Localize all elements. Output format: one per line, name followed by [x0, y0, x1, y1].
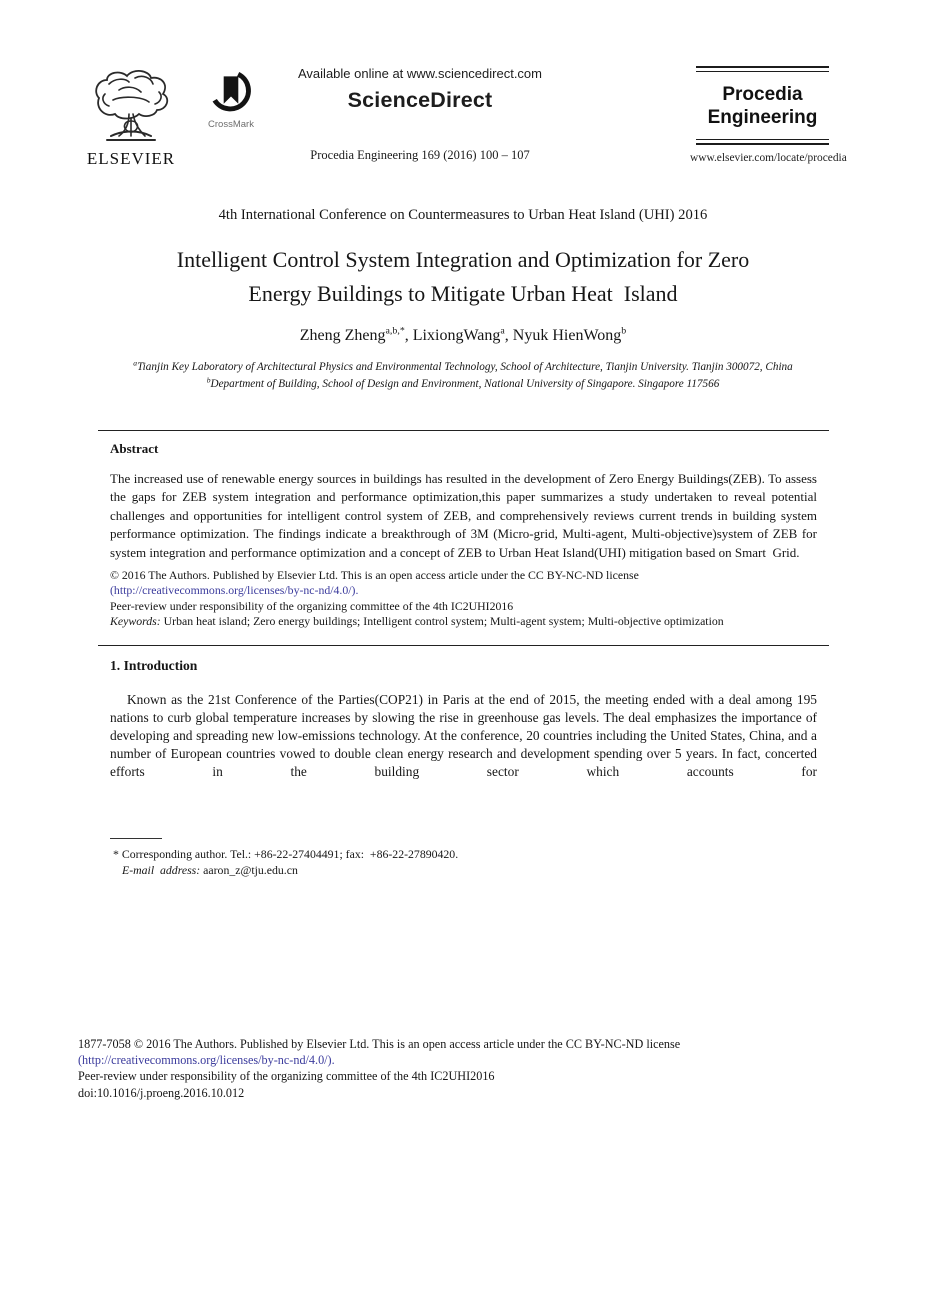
header-center: [255, 66, 585, 163]
footer-issn-line: 1877-7058 © 2016 The Authors. Published by Elsevier Ltd. This is an open access article under the CC BY-NC-ND license: [78, 1037, 681, 1051]
sciencedirect-wordmark[interactable]: ScienceDirect: [347, 88, 493, 112]
footer-license-link[interactable]: (http://creativecommons.org/licenses/by-nc-nd/4.0/).: [78, 1053, 335, 1068]
abstract-peer-review: Peer-review under responsibility of the organizing committee of the 4th IC2UHI2016: [110, 598, 514, 613]
affiliation-a: [110, 359, 816, 376]
keywords-bottom-rule: [98, 645, 829, 646]
elsevier-tree-icon: [89, 68, 173, 148]
abstract-body: The increased use of renewable energy sources in buildings has resulted in the development of Zero Energy Buildings(ZEB). To assess the gaps for ZEB system integration and performance optimization,this paper summarizes a study undertaken to reveal potential challenges and opportunities for intelligent control system of ZEB, and comprehensively reviews current trends in building system performance optimization. The findings indicate a breakthrough of 3M (Micro-grid, Multi-agent, Multi-objective)system of ZEB for system integration and performance optimization and a concept of ZEB to Urban Heat Island(UHI) mitigation based on Smart Grid.: [110, 471, 821, 560]
abstract-heading: Abstract: [110, 441, 159, 456]
author-line: [110, 327, 816, 345]
keywords-text: Urban heat island; Zero energy buildings; Intelligent control system; Multi-agent system; Multi-objective optimization: [160, 614, 724, 629]
abstract-license-link[interactable]: (http://creativecommons.org/licenses/by-nc-nd/4.0/).: [110, 583, 359, 598]
elsevier-wordmark: ELSEVIER: [86, 149, 176, 168]
crossmark-icon: [210, 70, 252, 112]
author-1-sup: a,b,*: [385, 325, 405, 337]
elsevier-logo: [86, 68, 176, 169]
affiliation-b-text: Department of Building, School of Design and Environment, National University of Singapore. Singapore 117566: [210, 377, 720, 390]
affiliation-a-text: Tianjin Key Laboratory of Architectural Physics and Environmental Technology, School of Architecture, Tianjin University. Tianjin 300072, China: [137, 361, 793, 374]
corresponding-author-note: * Corresponding author. Tel.: +86-22-27404491; fax: +86-22-27890420.: [113, 847, 459, 861]
journal-name-line2: Engineering: [707, 107, 818, 129]
introduction-heading: 1. Introduction: [110, 658, 198, 673]
available-online-text: Available online at www.sciencedirect.com: [298, 66, 542, 81]
affiliation-b-sup: b: [206, 375, 211, 385]
introduction-section: [110, 658, 817, 781]
paper-title-line2: Energy Buildings to Mitigate Urban Heat Island: [248, 281, 678, 307]
author-1: Zheng Zheng: [299, 327, 386, 345]
journal-url-link[interactable]: www.elsevier.com/locate/procedia: [690, 152, 847, 165]
email-address[interactable]: aaron_z@tju.edu.cn: [200, 863, 298, 877]
paper-title: [110, 243, 816, 311]
paper-title-line1: Intelligent Control System Integration and Optimization for Zero: [176, 247, 750, 272]
author-3-sup: b: [621, 325, 627, 337]
footnote-rule: [110, 838, 162, 839]
affiliation-a-sup: a: [133, 358, 138, 368]
abstract-top-rule: [98, 430, 829, 431]
footnote: [113, 846, 713, 878]
author-3: , Nyuk HienWong: [504, 327, 622, 345]
keywords-line: [110, 614, 817, 629]
title-block: [110, 207, 816, 393]
affiliation-b: [110, 376, 816, 393]
footer-peer-review: Peer-review under responsibility of the organizing committee of the 4th IC2UHI2016: [78, 1069, 495, 1084]
journal-name-line1: Procedia: [722, 84, 803, 105]
conference-name: 4th International Conference on Countermeasures to Urban Heat Island (UHI) 2016: [218, 207, 708, 223]
crossmark-label: CrossMark: [208, 119, 254, 130]
email-label: E-mail address:: [122, 863, 201, 877]
footer-block: [78, 1036, 823, 1101]
author-2: , LixiongWang: [404, 327, 501, 345]
journal-cover-box: [690, 66, 847, 165]
introduction-paragraph: Known as the 21st Conference of the Parties(COP21) in Paris at the end of 2015, the meeting ended with a deal among 195 nations to curb global temperature increases by slowing the rise in greenhouse gas levels. The deal emphasizes the importance of developing and spreading new low-emissions technology. At the conference, 20 countries including the United States, China, and a number of European countries vowed to double clean energy research and development spending over 5 years. In fact, concerted efforts in the building sector which accounts for: [110, 692, 817, 780]
journal-box-bottom-rule: [696, 139, 829, 145]
footer-doi: doi:10.1016/j.proeng.2016.10.012: [78, 1085, 245, 1100]
author-2-sup: a: [500, 325, 505, 337]
abstract-section: [110, 441, 821, 630]
journal-name: [690, 72, 835, 139]
crossmark-badge[interactable]: [203, 70, 259, 130]
keywords-label: Keywords:: [110, 614, 161, 629]
abstract-smallprint: [110, 568, 817, 630]
affiliations: [110, 359, 816, 393]
email-line: [113, 862, 713, 878]
journal-citation: Procedia Engineering 169 (2016) 100 – 107: [310, 148, 530, 162]
abstract-copyright: © 2016 The Authors. Published by Elsevier Ltd. This is an open access article under the CC BY-NC-ND license: [110, 568, 639, 583]
